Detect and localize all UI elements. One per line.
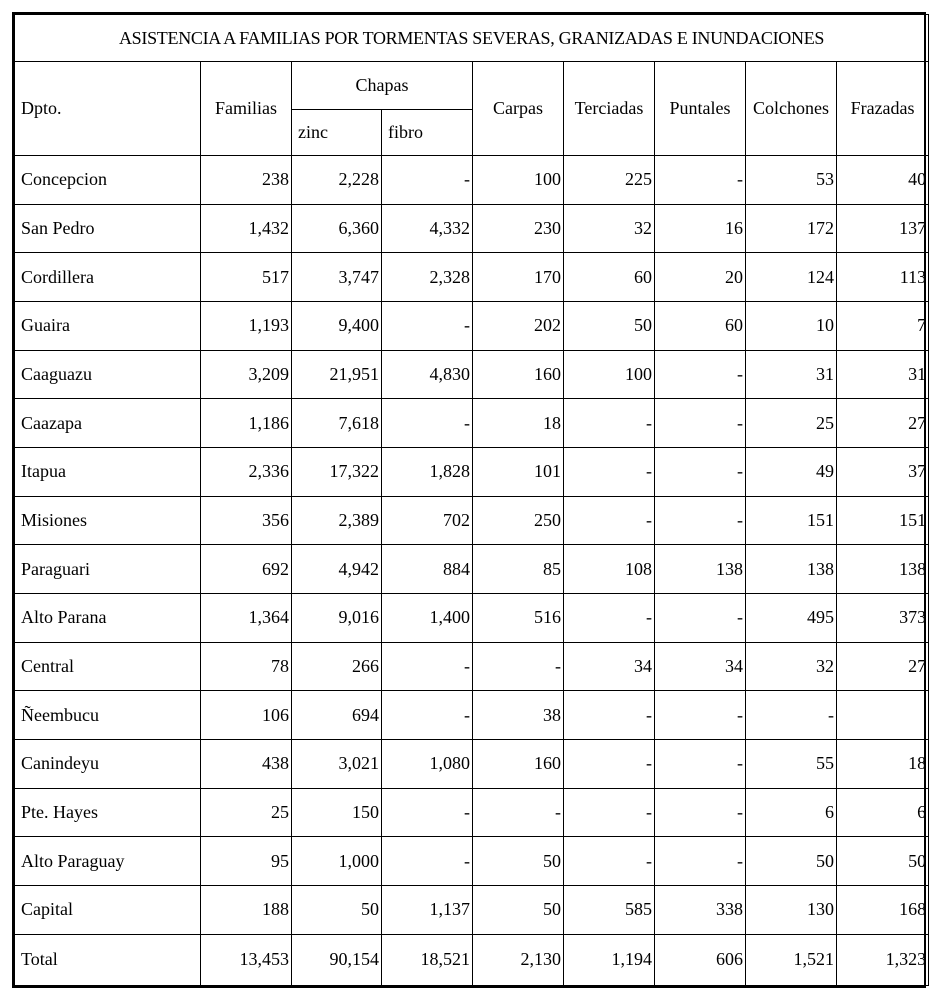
cell-dpto: Alto Parana	[15, 594, 201, 643]
cell-puntales: -	[655, 350, 746, 399]
cell-puntales: -	[655, 740, 746, 789]
cell-fibro: -	[382, 788, 473, 837]
cell-colchones: 55	[746, 740, 837, 789]
cell-puntales: -	[655, 496, 746, 545]
cell-dpto: Central	[15, 642, 201, 691]
cell-colchones: 495	[746, 594, 837, 643]
table-row	[15, 350, 929, 399]
cell-frazadas: 7	[837, 302, 929, 351]
cell-zinc: 1,000	[292, 837, 382, 886]
cell-terciadas: 225	[564, 156, 655, 205]
cell-carpas: 50	[473, 886, 564, 935]
cell-fibro: 1,137	[382, 886, 473, 935]
cell-puntales: -	[655, 837, 746, 886]
cell-dpto: San Pedro	[15, 204, 201, 253]
cell-carpas: 230	[473, 204, 564, 253]
cell-terciadas: 34	[564, 642, 655, 691]
table-row	[15, 642, 929, 691]
table-row	[15, 156, 929, 205]
cell-colchones: 151	[746, 496, 837, 545]
cell-zinc: 9,400	[292, 302, 382, 351]
cell-terciadas: -	[564, 691, 655, 740]
assistance-table-sheet	[12, 12, 926, 988]
title-row	[15, 15, 929, 62]
cell-terciadas: 108	[564, 545, 655, 594]
total-dpto: Total	[15, 934, 201, 985]
cell-puntales: -	[655, 399, 746, 448]
table-row	[15, 302, 929, 351]
table-body	[15, 156, 929, 986]
cell-dpto: Guaira	[15, 302, 201, 351]
cell-zinc: 266	[292, 642, 382, 691]
cell-carpas: 250	[473, 496, 564, 545]
header-chapas: Chapas	[292, 62, 473, 110]
cell-fibro: 4,332	[382, 204, 473, 253]
cell-frazadas: 27	[837, 642, 929, 691]
cell-familias: 2,336	[201, 448, 292, 497]
table-row	[15, 399, 929, 448]
cell-fibro: 702	[382, 496, 473, 545]
cell-terciadas: 32	[564, 204, 655, 253]
cell-terciadas: -	[564, 399, 655, 448]
cell-fibro: 1,828	[382, 448, 473, 497]
cell-zinc: 2,389	[292, 496, 382, 545]
cell-puntales: 60	[655, 302, 746, 351]
cell-colchones: 32	[746, 642, 837, 691]
cell-carpas: 202	[473, 302, 564, 351]
total-puntales: 606	[655, 934, 746, 985]
cell-colchones: 124	[746, 253, 837, 302]
cell-zinc: 9,016	[292, 594, 382, 643]
cell-familias: 438	[201, 740, 292, 789]
cell-familias: 1,432	[201, 204, 292, 253]
header-frazadas: Frazadas	[837, 62, 929, 156]
cell-puntales: 34	[655, 642, 746, 691]
cell-terciadas: 100	[564, 350, 655, 399]
cell-zinc: 2,228	[292, 156, 382, 205]
header-puntales: Puntales	[655, 62, 746, 156]
cell-familias: 692	[201, 545, 292, 594]
cell-familias: 25	[201, 788, 292, 837]
cell-fibro: 2,328	[382, 253, 473, 302]
total-fibro: 18,521	[382, 934, 473, 985]
cell-frazadas: 31	[837, 350, 929, 399]
cell-zinc: 150	[292, 788, 382, 837]
cell-zinc: 694	[292, 691, 382, 740]
cell-fibro: -	[382, 156, 473, 205]
assistance-table	[14, 14, 929, 986]
cell-colchones: -	[746, 691, 837, 740]
cell-fibro: 884	[382, 545, 473, 594]
cell-terciadas: 585	[564, 886, 655, 935]
cell-colchones: 53	[746, 156, 837, 205]
table-row	[15, 545, 929, 594]
cell-puntales: 16	[655, 204, 746, 253]
cell-fibro: 1,400	[382, 594, 473, 643]
cell-frazadas: 373	[837, 594, 929, 643]
total-zinc: 90,154	[292, 934, 382, 985]
header-terciadas: Terciadas	[564, 62, 655, 156]
cell-fibro: -	[382, 642, 473, 691]
cell-terciadas: -	[564, 740, 655, 789]
cell-frazadas: 27	[837, 399, 929, 448]
cell-colchones: 50	[746, 837, 837, 886]
cell-fibro: -	[382, 399, 473, 448]
cell-dpto: Caaguazu	[15, 350, 201, 399]
cell-carpas: 101	[473, 448, 564, 497]
cell-dpto: Caazapa	[15, 399, 201, 448]
cell-terciadas: -	[564, 594, 655, 643]
cell-colchones: 10	[746, 302, 837, 351]
cell-fibro: -	[382, 691, 473, 740]
cell-puntales: 338	[655, 886, 746, 935]
cell-carpas: -	[473, 788, 564, 837]
cell-zinc: 6,360	[292, 204, 382, 253]
cell-terciadas: -	[564, 496, 655, 545]
cell-familias: 188	[201, 886, 292, 935]
cell-frazadas	[837, 691, 929, 740]
cell-carpas: 50	[473, 837, 564, 886]
cell-carpas: 160	[473, 740, 564, 789]
table-title: ASISTENCIA A FAMILIAS POR TORMENTAS SEVERAS, GRANIZADAS E INUNDACIONES	[15, 15, 929, 62]
cell-colchones: 172	[746, 204, 837, 253]
cell-dpto: Alto Paraguay	[15, 837, 201, 886]
cell-terciadas: -	[564, 837, 655, 886]
cell-carpas: 85	[473, 545, 564, 594]
cell-frazadas: 137	[837, 204, 929, 253]
cell-puntales: -	[655, 788, 746, 837]
cell-fibro: -	[382, 837, 473, 886]
cell-zinc: 3,021	[292, 740, 382, 789]
total-carpas: 2,130	[473, 934, 564, 985]
header-colchones: Colchones	[746, 62, 837, 156]
cell-familias: 1,364	[201, 594, 292, 643]
cell-zinc: 4,942	[292, 545, 382, 594]
cell-colchones: 31	[746, 350, 837, 399]
cell-puntales: 20	[655, 253, 746, 302]
cell-frazadas: 168	[837, 886, 929, 935]
cell-terciadas: -	[564, 448, 655, 497]
header-carpas: Carpas	[473, 62, 564, 156]
cell-dpto: Pte. Hayes	[15, 788, 201, 837]
table-row	[15, 788, 929, 837]
cell-familias: 95	[201, 837, 292, 886]
cell-puntales: -	[655, 594, 746, 643]
cell-carpas: 100	[473, 156, 564, 205]
cell-frazadas: 40	[837, 156, 929, 205]
cell-puntales: -	[655, 156, 746, 205]
cell-familias: 517	[201, 253, 292, 302]
cell-familias: 106	[201, 691, 292, 740]
cell-carpas: 516	[473, 594, 564, 643]
header-dpto: Dpto.	[15, 62, 201, 156]
cell-frazadas: 50	[837, 837, 929, 886]
cell-frazadas: 151	[837, 496, 929, 545]
cell-dpto: Capital	[15, 886, 201, 935]
cell-puntales: -	[655, 448, 746, 497]
header-familias: Familias	[201, 62, 292, 156]
cell-dpto: Concepcion	[15, 156, 201, 205]
total-frazadas: 1,323	[837, 934, 929, 985]
cell-colchones: 130	[746, 886, 837, 935]
cell-carpas: -	[473, 642, 564, 691]
total-colchones: 1,521	[746, 934, 837, 985]
cell-zinc: 50	[292, 886, 382, 935]
table-row	[15, 448, 929, 497]
cell-zinc: 21,951	[292, 350, 382, 399]
cell-frazadas: 138	[837, 545, 929, 594]
cell-dpto: Ñeembucu	[15, 691, 201, 740]
cell-frazadas: 37	[837, 448, 929, 497]
cell-frazadas: 6	[837, 788, 929, 837]
cell-familias: 3,209	[201, 350, 292, 399]
cell-fibro: -	[382, 302, 473, 351]
cell-puntales: -	[655, 691, 746, 740]
cell-fibro: 1,080	[382, 740, 473, 789]
cell-carpas: 38	[473, 691, 564, 740]
header-row-1	[15, 62, 929, 110]
cell-colchones: 138	[746, 545, 837, 594]
cell-colchones: 6	[746, 788, 837, 837]
cell-dpto: Misiones	[15, 496, 201, 545]
cell-zinc: 7,618	[292, 399, 382, 448]
header-fibro: fibro	[382, 110, 473, 156]
cell-dpto: Canindeyu	[15, 740, 201, 789]
total-row	[15, 934, 929, 985]
table-row	[15, 886, 929, 935]
cell-dpto: Itapua	[15, 448, 201, 497]
cell-fibro: 4,830	[382, 350, 473, 399]
cell-carpas: 18	[473, 399, 564, 448]
table-row	[15, 740, 929, 789]
cell-familias: 78	[201, 642, 292, 691]
cell-carpas: 160	[473, 350, 564, 399]
cell-terciadas: -	[564, 788, 655, 837]
cell-frazadas: 113	[837, 253, 929, 302]
header-zinc: zinc	[292, 110, 382, 156]
table-row	[15, 691, 929, 740]
table-row	[15, 594, 929, 643]
total-terciadas: 1,194	[564, 934, 655, 985]
cell-familias: 356	[201, 496, 292, 545]
total-familias: 13,453	[201, 934, 292, 985]
cell-zinc: 3,747	[292, 253, 382, 302]
cell-terciadas: 50	[564, 302, 655, 351]
cell-zinc: 17,322	[292, 448, 382, 497]
cell-dpto: Cordillera	[15, 253, 201, 302]
cell-terciadas: 60	[564, 253, 655, 302]
cell-colchones: 49	[746, 448, 837, 497]
table-row	[15, 837, 929, 886]
table-row	[15, 496, 929, 545]
table-row	[15, 204, 929, 253]
cell-carpas: 170	[473, 253, 564, 302]
cell-frazadas: 18	[837, 740, 929, 789]
cell-dpto: Paraguari	[15, 545, 201, 594]
table-row	[15, 253, 929, 302]
cell-familias: 1,193	[201, 302, 292, 351]
cell-colchones: 25	[746, 399, 837, 448]
cell-familias: 1,186	[201, 399, 292, 448]
cell-puntales: 138	[655, 545, 746, 594]
cell-familias: 238	[201, 156, 292, 205]
